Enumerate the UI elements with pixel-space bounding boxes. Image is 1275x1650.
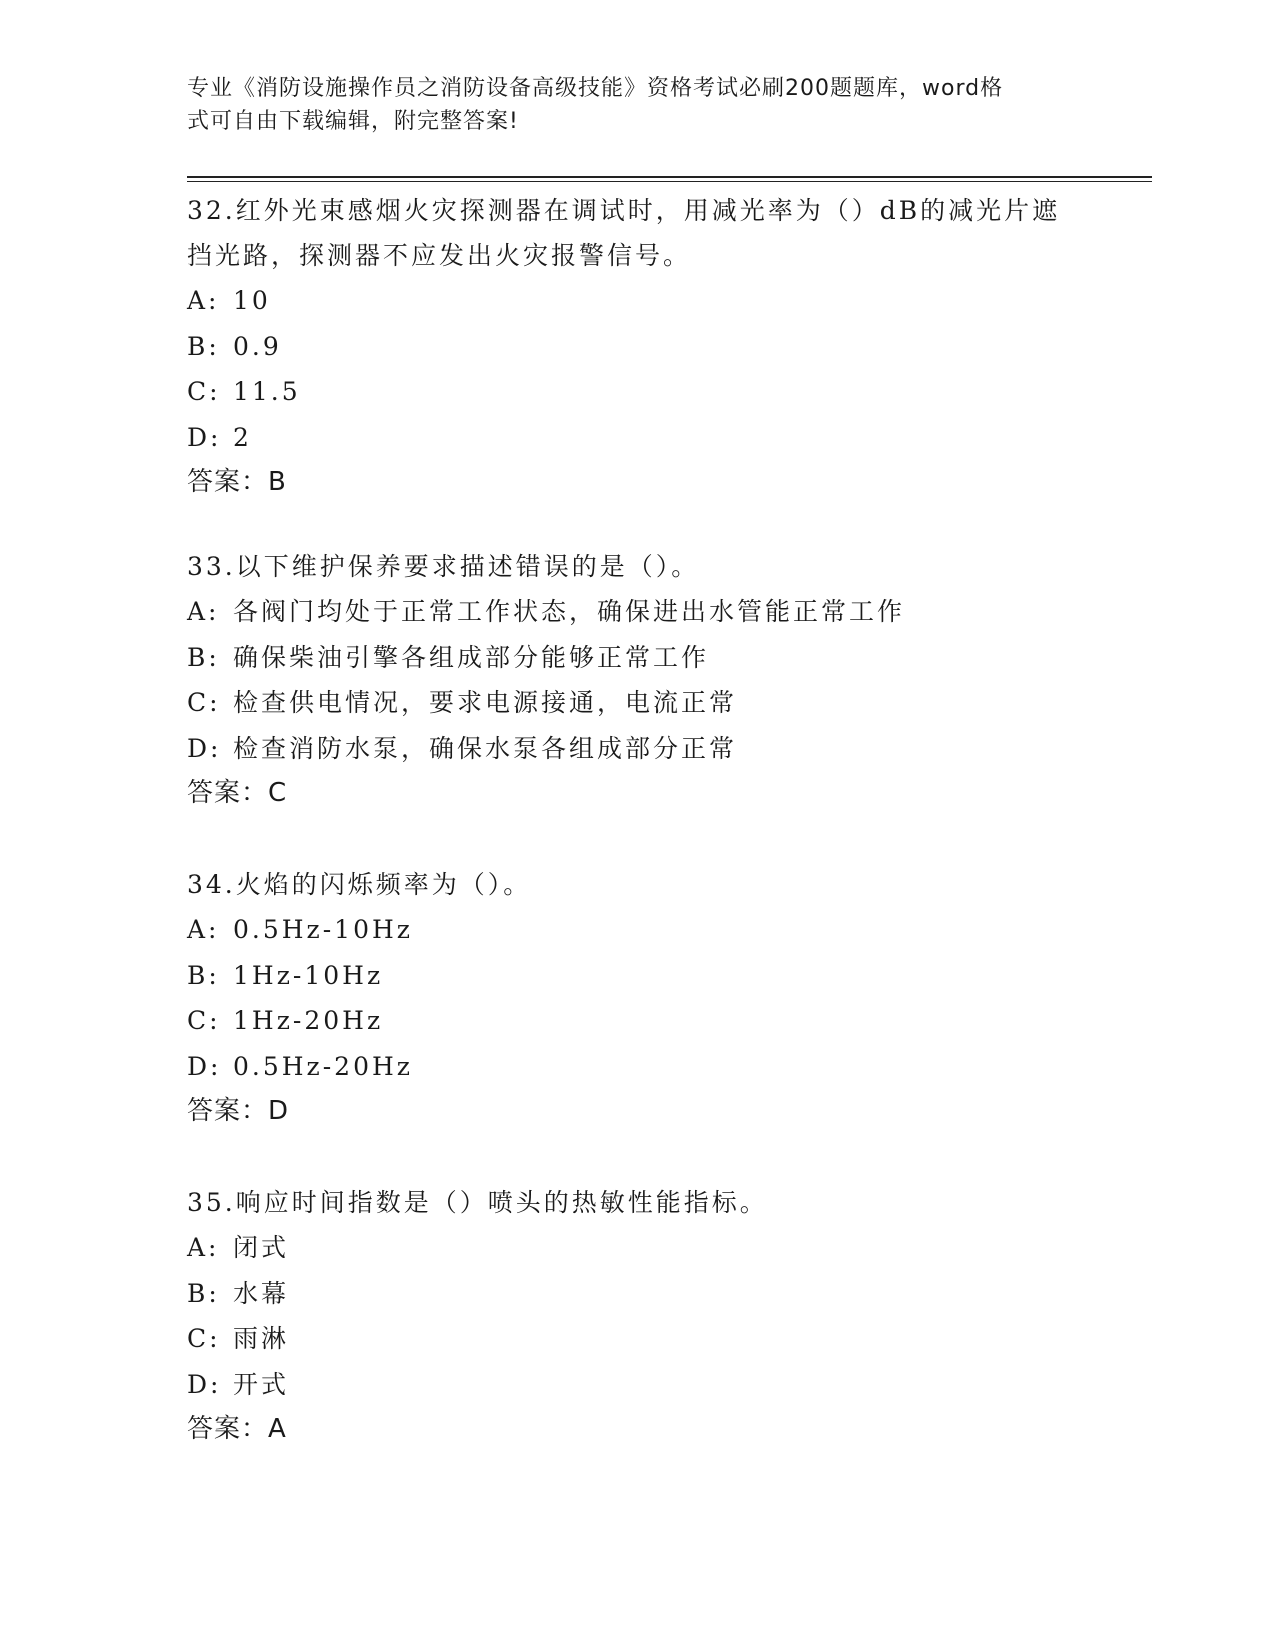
option-letter: B: [187, 642, 220, 672]
option-c [187, 998, 1087, 1044]
option-text: 检查消防水泵，确保水泵各组成部分正常 [233, 733, 738, 763]
option-letter: C: [187, 377, 221, 406]
option-text: 11.5 [233, 377, 301, 406]
question-stem-continued: 挡光路，探测器不应发出火灾报警信号。 [187, 241, 692, 270]
question-stem: 35.响应时间指数是（）喷头的热敏性能指标。 [187, 1188, 768, 1217]
option-letter: B: [187, 1278, 220, 1308]
option-letter: C: [187, 1006, 221, 1035]
question-34 [187, 862, 1087, 1134]
option-a [187, 1225, 1087, 1271]
option-letter: A: [187, 286, 220, 315]
answer-line: 答案：C [187, 778, 288, 808]
option-d [187, 726, 1087, 772]
option-text: 0.5Hz-20Hz [233, 1051, 413, 1081]
answer-line: 答案：D [187, 1096, 290, 1126]
option-text: 1Hz-10Hz [233, 960, 384, 990]
header-divider-thick [187, 176, 1152, 178]
question-32 [187, 188, 1087, 505]
option-a [187, 907, 1087, 953]
option-letter: C: [187, 688, 221, 717]
option-text: 确保柴油引擎各组成部分能够正常工作 [233, 642, 710, 672]
option-text: 水幕 [233, 1278, 290, 1308]
question-stem: 34.火焰的闪烁频率为（）。 [187, 870, 532, 899]
option-b [187, 635, 1087, 681]
option-c [187, 369, 1087, 415]
option-letter: D: [187, 422, 222, 452]
option-text: 闭式 [233, 1233, 290, 1262]
option-text: 检查供电情况，要求电源接通，电流正常 [233, 688, 738, 717]
option-b [187, 953, 1087, 999]
answer-line: 答案：A [187, 1414, 287, 1444]
option-letter: D: [187, 733, 222, 763]
answer-line: 答案：B [187, 467, 287, 497]
option-b [187, 324, 1087, 370]
option-d [187, 1362, 1087, 1408]
question-33 [187, 544, 1087, 816]
option-text: 开式 [233, 1369, 290, 1399]
option-d [187, 1044, 1087, 1090]
header-line-1: 专业《消防设施操作员之消防设备高级技能》资格考试必刷200题题库，word格 [187, 76, 1004, 101]
option-letter: D: [187, 1369, 222, 1399]
document-header [187, 72, 1067, 138]
option-letter: D: [187, 1051, 222, 1081]
option-letter: C: [187, 1324, 221, 1353]
option-text: 0.5Hz-10Hz [233, 915, 413, 944]
option-letter: B: [187, 331, 220, 361]
header-line-2: 式可自由下载编辑，附完整答案! [187, 109, 519, 134]
question-stem: 33.以下维护保养要求描述错误的是（）。 [187, 552, 700, 581]
option-text: 雨淋 [233, 1324, 290, 1353]
option-a [187, 589, 1087, 635]
option-text: 2 [233, 422, 252, 452]
option-d [187, 415, 1087, 461]
option-text: 1Hz-20Hz [233, 1006, 384, 1035]
option-a [187, 278, 1087, 324]
option-b [187, 1271, 1087, 1317]
option-c [187, 1316, 1087, 1362]
question-stem: 32.红外光束感烟火灾探测器在调试时，用减光率为（）dB的减光片遮 [187, 196, 1061, 225]
option-c [187, 680, 1087, 726]
header-divider-thin [187, 181, 1152, 182]
option-text: 10 [233, 286, 271, 315]
option-letter: B: [187, 960, 220, 990]
option-text: 各阀门均处于正常工作状态，确保进出水管能正常工作 [233, 597, 906, 626]
option-letter: A: [187, 915, 220, 944]
option-text: 0.9 [233, 331, 282, 361]
option-letter: A: [187, 1233, 220, 1262]
question-35 [187, 1180, 1087, 1452]
option-letter: A: [187, 597, 220, 626]
